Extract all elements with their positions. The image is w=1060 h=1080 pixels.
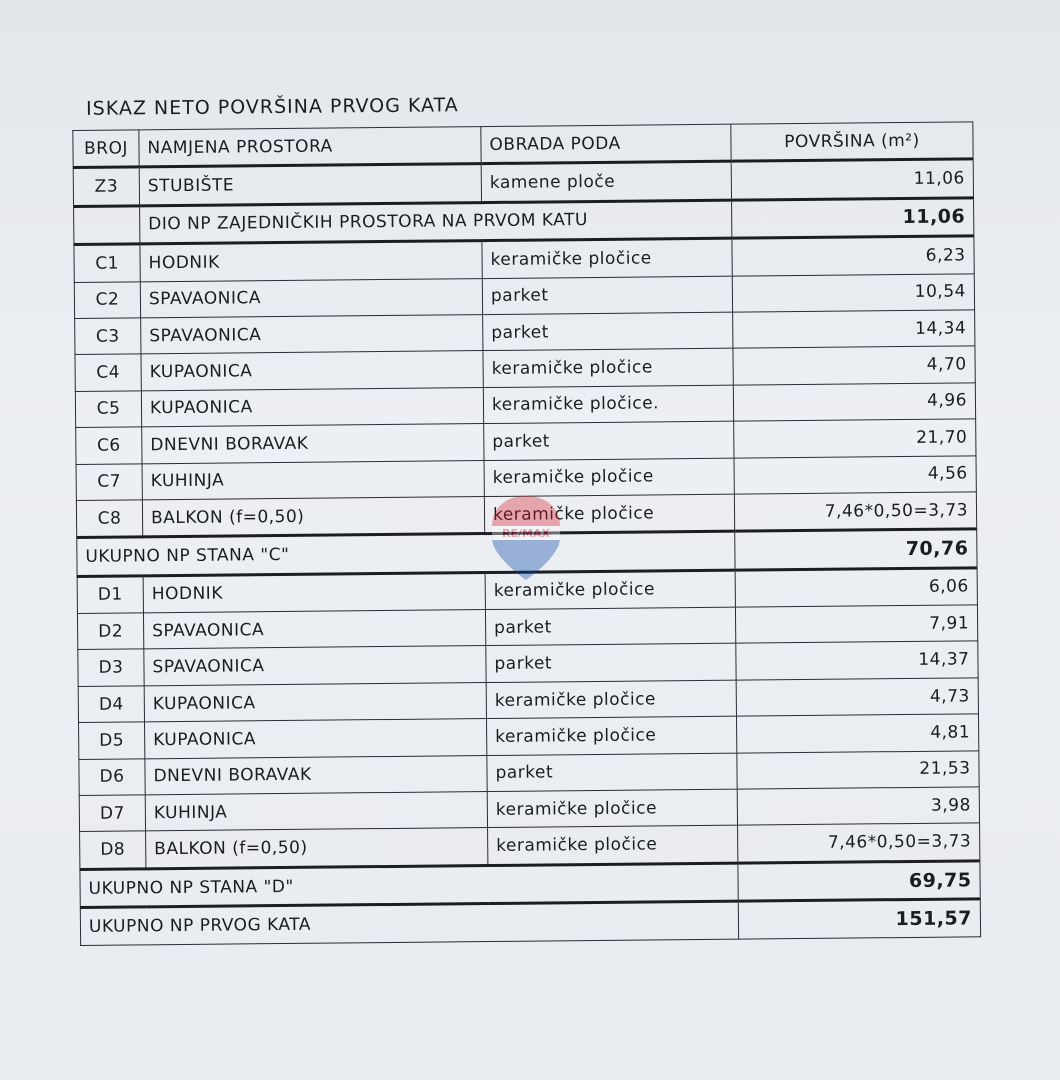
cell-povrsina: 10,54 xyxy=(732,273,974,312)
cell-namjena: BALKON (f=0,50) xyxy=(142,496,484,537)
cell-povrsina: 4,70 xyxy=(733,346,975,385)
cell-empty xyxy=(74,206,140,245)
cell-povrsina: 7,46*0,50=3,73 xyxy=(734,492,976,532)
area-table xyxy=(72,121,981,945)
cell-povrsina: 7,91 xyxy=(735,605,977,644)
cell-obrada: keramičke pločice xyxy=(487,789,737,828)
header-povrsina: POVRŠINA (m²) xyxy=(731,122,973,162)
cell-broj: D1 xyxy=(77,576,143,614)
cell-povrsina: 4,56 xyxy=(734,455,976,494)
cell-povrsina: 6,06 xyxy=(735,568,977,608)
cell-obrada: keramičke pločice xyxy=(483,349,733,388)
header-namjena: NAMJENA PROSTORA xyxy=(139,127,481,168)
cell-obrada: parket xyxy=(482,276,732,315)
cell-namjena: SPAVAONICA xyxy=(144,646,486,686)
cell-povrsina: 7,46*0,50=3,73 xyxy=(738,823,980,863)
cell-broj: C4 xyxy=(75,354,141,391)
cell-obrada: keramičke pločice xyxy=(482,238,732,278)
cell-namjena: KUHINJA xyxy=(142,460,484,500)
grand-total-value: 151,57 xyxy=(738,899,980,939)
cell-broj: D2 xyxy=(77,613,143,650)
cell-obrada: parket xyxy=(485,607,735,646)
cell-namjena: SPAVAONICA xyxy=(141,315,483,355)
cell-namjena: KUHINJA xyxy=(145,792,487,832)
cell-broj: C8 xyxy=(76,500,142,538)
header-broj: BROJ xyxy=(73,130,139,168)
cell-obrada: keramičke pločice xyxy=(485,570,735,610)
cell-namjena: BALKON (f=0,50) xyxy=(146,828,488,869)
subtotal-label-common: DIO NP ZAJEDNIČKIH PROSTORA NA PRVOM KATU xyxy=(140,200,732,244)
cell-povrsina: 21,70 xyxy=(734,419,976,458)
cell-broj: C7 xyxy=(76,463,142,500)
cell-broj: C3 xyxy=(75,318,141,355)
cell-broj: D7 xyxy=(79,795,145,832)
cell-obrada: parket xyxy=(484,421,734,460)
area-document xyxy=(72,87,980,945)
cell-povrsina: 4,96 xyxy=(733,383,975,422)
cell-namjena: HODNIK xyxy=(140,241,482,282)
cell-povrsina: 4,73 xyxy=(736,678,978,717)
cell-namjena: KUPAONICA xyxy=(141,351,483,391)
cell-obrada: keramičke pločice. xyxy=(483,385,733,424)
cell-obrada: parket xyxy=(486,644,736,683)
cell-obrada: parket xyxy=(487,753,737,792)
cell-povrsina: 3,98 xyxy=(737,787,979,826)
subtotal-value-common: 11,06 xyxy=(732,198,974,239)
cell-broj: D3 xyxy=(78,649,144,686)
cell-obrada: keramičke pločice xyxy=(484,494,734,534)
cell-obrada: parket xyxy=(483,312,733,351)
cell-obrada: keramičke pločice xyxy=(486,680,736,719)
cell-broj: C2 xyxy=(74,281,140,318)
cell-obrada: keramičke pločice xyxy=(484,458,734,497)
cell-obrada: keramičke pločice xyxy=(488,826,738,866)
grand-total-row xyxy=(80,899,980,945)
cell-broj: C5 xyxy=(75,391,141,428)
cell-broj: D6 xyxy=(79,758,145,795)
header-obrada: OBRADA PODA xyxy=(481,124,731,164)
cell-obrada: kamene ploče xyxy=(481,162,731,203)
grand-total-label: UKUPNO NP PRVOG KATA xyxy=(80,901,738,945)
cell-namjena: HODNIK xyxy=(143,572,485,613)
cell-broj: D8 xyxy=(80,831,146,869)
cell-namjena: DNEVNI BORAVAK xyxy=(145,755,487,795)
cell-namjena: KUPAONICA xyxy=(145,719,487,759)
document-title: ISKAZ NETO POVRŠINA PRVOG KATA xyxy=(86,94,459,120)
cell-namjena: KUPAONICA xyxy=(144,682,486,722)
subtotal-value-stan-d: 69,75 xyxy=(738,861,980,902)
cell-namjena: SPAVAONICA xyxy=(140,278,482,318)
watermark-text: RE/MAX xyxy=(502,527,550,540)
cell-broj: D5 xyxy=(79,722,145,759)
subtotal-label-stan-d: UKUPNO NP STANA "D" xyxy=(80,863,738,908)
cell-povrsina: 14,37 xyxy=(736,641,978,680)
cell-obrada: keramičke pločice xyxy=(486,716,736,755)
cell-broj: D4 xyxy=(78,686,144,723)
cell-namjena: STUBIŠTE xyxy=(139,164,481,206)
cell-povrsina: 21,53 xyxy=(737,750,979,789)
cell-namjena: DNEVNI BORAVAK xyxy=(142,424,484,464)
cell-broj: Z3 xyxy=(73,167,139,206)
cell-povrsina: 4,81 xyxy=(736,714,978,753)
cell-broj: C6 xyxy=(76,427,142,464)
cell-povrsina: 6,23 xyxy=(732,236,974,276)
cell-namjena: KUPAONICA xyxy=(141,387,483,427)
subtotal-label-stan-c: UKUPNO NP STANA "C" xyxy=(77,531,735,576)
cell-povrsina: 14,34 xyxy=(733,310,975,349)
cell-namjena: SPAVAONICA xyxy=(143,610,485,650)
cell-broj: C1 xyxy=(74,244,140,282)
subtotal-value-stan-c: 70,76 xyxy=(735,529,977,570)
cell-povrsina: 11,06 xyxy=(731,159,973,200)
